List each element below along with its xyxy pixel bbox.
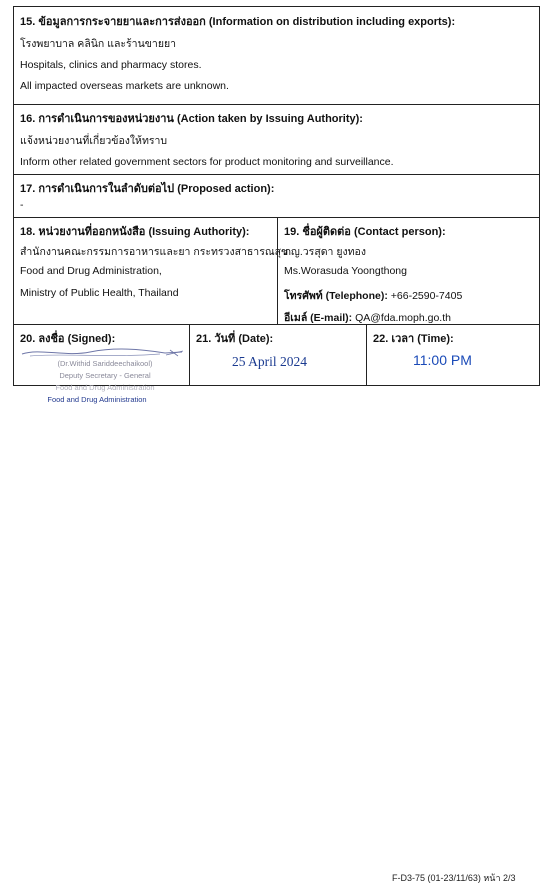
time-value: 11:00 PM [413, 352, 472, 368]
section-17-heading: 17. การดำเนินการในลำดับต่อไป (Proposed action): [20, 183, 275, 195]
section-16-heading: 16. การดำเนินการของหน่วยงาน (Action taken by Issuing Authority): [20, 113, 363, 125]
date-value: 25 April 2024 [232, 354, 308, 369]
signature-block [20, 347, 190, 407]
section-19-contact-person [277, 218, 539, 324]
section-15-heading: 15. ข้อมูลการกระจายยาและการส่งออก (Information on distribution including exports): [20, 16, 456, 28]
email-label: อีเมล์ (E-mail): [284, 312, 353, 324]
contact-name-english: Ms.Worasuda Yoongthong [284, 265, 407, 277]
authority-english-2: Ministry of Public Health, Thailand [20, 287, 179, 299]
section-18-issuing-authority [14, 218, 289, 324]
signatory-organization: Food and Drug Administration [47, 395, 147, 404]
section-16-action-taken [13, 104, 540, 174]
section-15-distribution [13, 6, 540, 104]
contact-name-thai: ภญ.วรสุดา ยูงทอง [284, 246, 366, 258]
telephone-line [284, 287, 462, 304]
telephone-value: +66-2590-7405 [390, 290, 463, 302]
authority-thai: สำนักงานคณะกรรมการอาหารและยา กระทรวงสาธารณสุข [20, 246, 289, 258]
action-english: Inform other related government sectors for product monitoring and surveillance. [20, 156, 394, 168]
distribution-english: Hospitals, clinics and pharmacy stores. [20, 59, 202, 71]
authority-contact-row [13, 217, 540, 324]
telephone-label: โทรศัพท์ (Telephone): [284, 290, 388, 302]
distribution-thai: โรงพยาบาล คลินิก และร้านขายยา [20, 38, 177, 50]
section-18-heading: 18. หน่วยงานที่ออกหนังสือ (Issuing Authority): [20, 226, 250, 238]
authority-english-1: Food and Drug Administration, [20, 265, 162, 277]
section-22-heading: 22. เวลา (Time): [373, 333, 454, 345]
signatory-title-2: Food and Drug Administration [55, 383, 155, 392]
section-22-time [366, 325, 539, 385]
section-21-date [189, 325, 366, 385]
proposed-action-value: - [20, 199, 24, 211]
overseas-markets: All impacted overseas markets are unknown. [20, 80, 229, 92]
signatory-title-1: Deputy Secretary - General [59, 371, 151, 380]
form-footer: F-D3-75 (01-23/11/63) หน้า 2/3 [392, 873, 516, 883]
recall-form [13, 6, 540, 386]
section-20-heading: 20. ลงชื่อ (Signed): [20, 333, 116, 345]
action-thai: แจ้งหน่วยงานที่เกี่ยวข้องให้ทราบ [20, 135, 168, 147]
section-17-proposed-action [13, 174, 540, 217]
section-19-heading: 19. ชื่อผู้ติดต่อ (Contact person): [284, 226, 446, 238]
email-value: QA@fda.moph.go.th [355, 312, 451, 324]
section-21-heading: 21. วันที่ (Date): [196, 333, 274, 345]
signatory-name: (Dr.Withid Sariddeechaikool) [57, 359, 153, 368]
